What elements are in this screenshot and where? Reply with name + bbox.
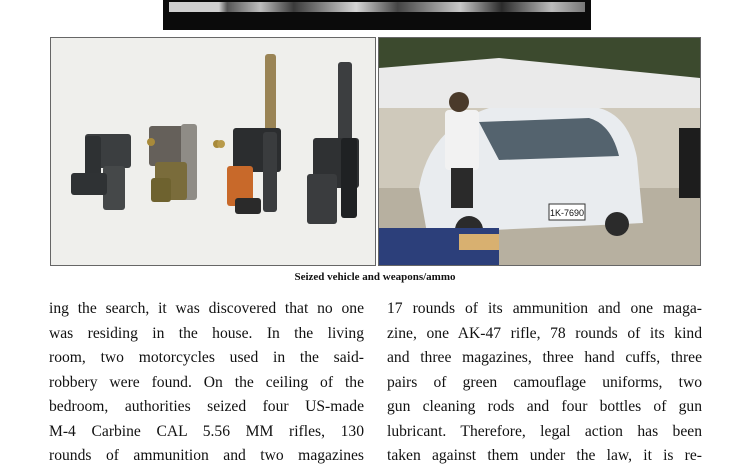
- text-line: room, two motorcycles used in the said-: [49, 349, 364, 366]
- vehicle-illustration: [379, 38, 700, 265]
- license-plate: 1K-7690: [549, 208, 585, 218]
- top-photo-band: [169, 2, 585, 12]
- text-line: ing the search, it was discovered that no one: [49, 300, 364, 317]
- text-line: gun cleaning rods and four bottles of gun: [387, 398, 702, 415]
- text-line: zine, one AK-47 rifle, 78 rounds of its kind: [387, 324, 702, 342]
- round-3: [217, 140, 225, 148]
- pistol-2: [149, 124, 197, 202]
- text-line: was residing in the house. In the living: [49, 324, 364, 342]
- seized-vehicle-photo: [378, 37, 701, 266]
- seized-weapons-photo: [50, 37, 376, 266]
- text-line: rounds of ammunition and two magazines: [49, 447, 364, 464]
- weapons-illustration: [51, 38, 375, 265]
- photo-caption: Seized vehicle and weapons/ammo: [294, 271, 456, 283]
- round-1: [147, 138, 155, 146]
- text-line: 17 rounds of its ammunition and one maga-: [387, 300, 702, 317]
- text-line: M-4 Carbine CAL 5.56 MM rifles, 130: [49, 422, 364, 440]
- text-line: lubricant. Therefore, legal action has been: [387, 422, 702, 440]
- bystander: [679, 128, 700, 198]
- top-photo-strip: [163, 0, 591, 30]
- text-line: pairs of green camouflage uniforms, two: [387, 373, 702, 391]
- text-line: bedroom, authorities seized four US-made: [49, 398, 364, 415]
- text-line: robbery were found. On the ceiling of the: [49, 373, 364, 391]
- article-column-right: [387, 297, 702, 469]
- article-column-left: [49, 297, 364, 469]
- text-line: and three magazines, three hand cuffs, three: [387, 349, 702, 366]
- text-line: taken against them under the law, it is re-: [387, 447, 702, 464]
